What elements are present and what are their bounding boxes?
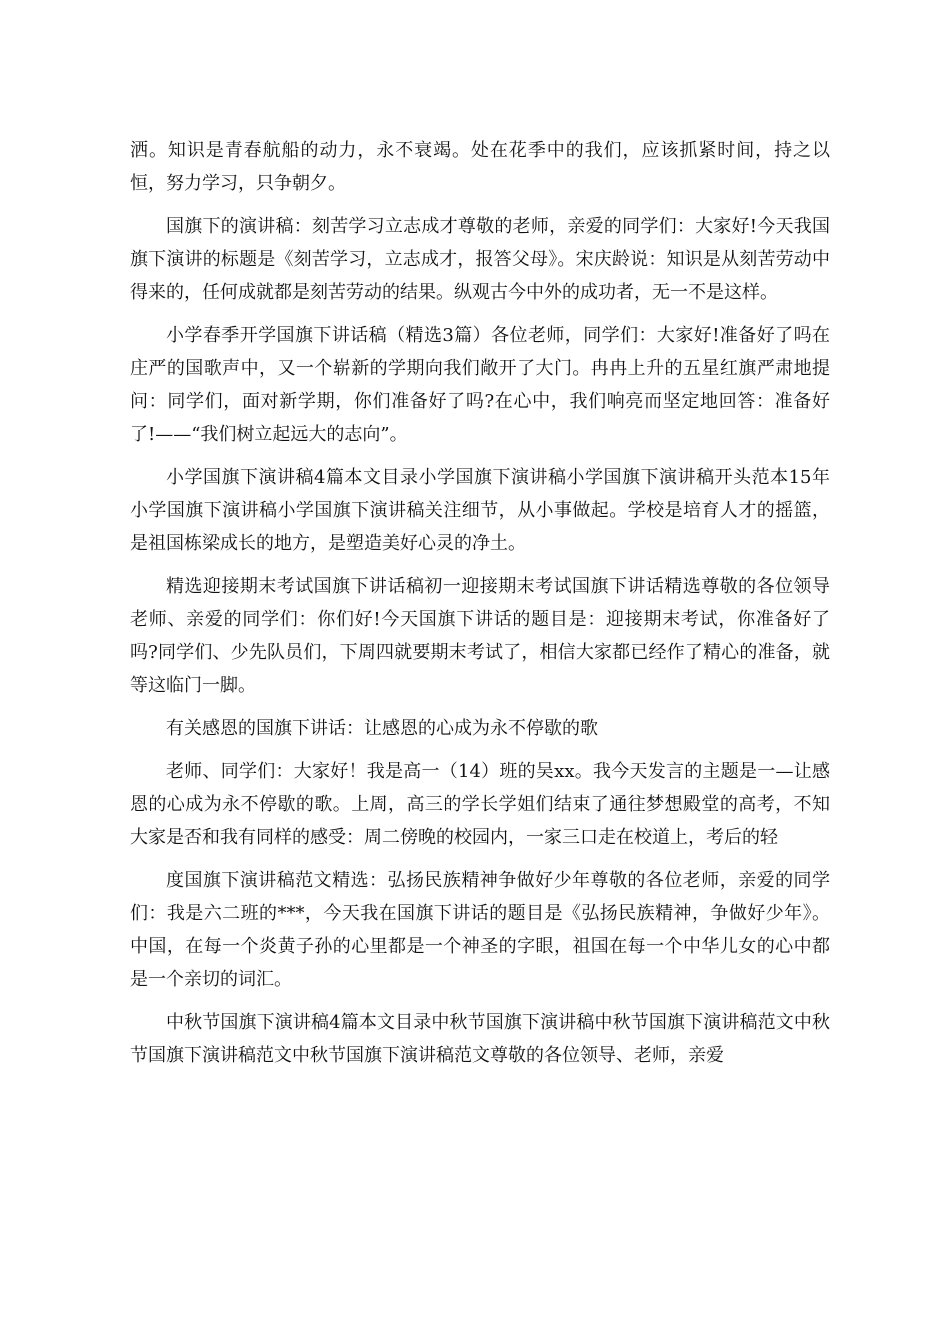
paragraph-spring-semester: 小学春季开学国旗下讲话稿（精选3篇）各位老师，同学们：大家好!准备好了吗在庄严的国歌声中，又一个崭新的学期向我们敞开了大门。冉冉上升的五星红旗严肃地提问：同学们，面对新学期，你们准备好了吗?在心中，我们响亮而坚定地回答：准备好了!——“我们树立起远大的志向”。 <box>130 325 830 445</box>
paragraph-continuation: 洒。知识是青春航船的动力，永不衰竭。处在花季中的我们，应该抓紧时间，持之以恒，努力学习，只争朝夕。 <box>130 140 830 194</box>
document-body <box>130 134 830 1082</box>
paragraph-gratitude-speech: 老师、同学们：大家好！我是高一（14）班的吴xx。我今天发言的主题是一—让感恩的心成为永不停歇的歌。上周，高三的学长学姐们结束了通往梦想殿堂的高考，不知大家是否和我有同样的感受：周二傍晚的校园内，一家三口走在校道上，考后的轻 <box>130 761 830 848</box>
paragraph-primary-school-speech: 小学国旗下演讲稿4篇本文目录小学国旗下演讲稿小学国旗下演讲稿开头范本15年小学国旗下演讲稿小学国旗下演讲稿关注细节，从小事做起。学校是培育人才的摇篮，是祖国栋梁成长的地方，是塑造美好心灵的净土。 <box>130 467 830 554</box>
paragraph-final-exam: 精选迎接期末考试国旗下讲话稿初一迎接期末考试国旗下讲话精选尊敬的各位领导老师、亲爱的同学们：你们好!今天国旗下讲话的题目是：迎接期末考试，你准备好了吗?同学们、少先队员们，下周四就要期末考试了，相信大家都已经作了精心的准备，就等这临门一脚。 <box>130 576 830 696</box>
paragraph-gratitude-title: 有关感恩的国旗下讲话：让感恩的心成为永不停歇的歌 <box>166 718 598 739</box>
paragraph-mid-autumn: 中秋节国旗下演讲稿4篇本文目录中秋节国旗下演讲稿中秋节国旗下演讲稿范文中秋节国旗下演讲稿范文中秋节国旗下演讲稿范文尊敬的各位领导、老师，亲爱 <box>130 1012 830 1066</box>
paragraph-speech-study-hard: 国旗下的演讲稿：刻苦学习立志成才尊敬的老师，亲爱的同学们：大家好!今天我国旗下演讲的标题是《刻苦学习，立志成才，报答父母》。宋庆龄说：知识是从刻苦劳动中得来的，任何成就都是刻苦劳动的结果。纵观古今中外的成功者，无一不是这样。 <box>130 216 830 303</box>
paragraph-national-spirit: 度国旗下演讲稿范文精选：弘扬民族精神争做好少年尊敬的各位老师，亲爱的同学们：我是六二班的***，今天我在国旗下讲话的题目是《弘扬民族精神，争做好少年》。中国，在每一个炎黄子孙的心里都是一个神圣的字眼，祖国在每一个中华儿女的心中都是一个亲切的词汇。 <box>130 870 830 990</box>
